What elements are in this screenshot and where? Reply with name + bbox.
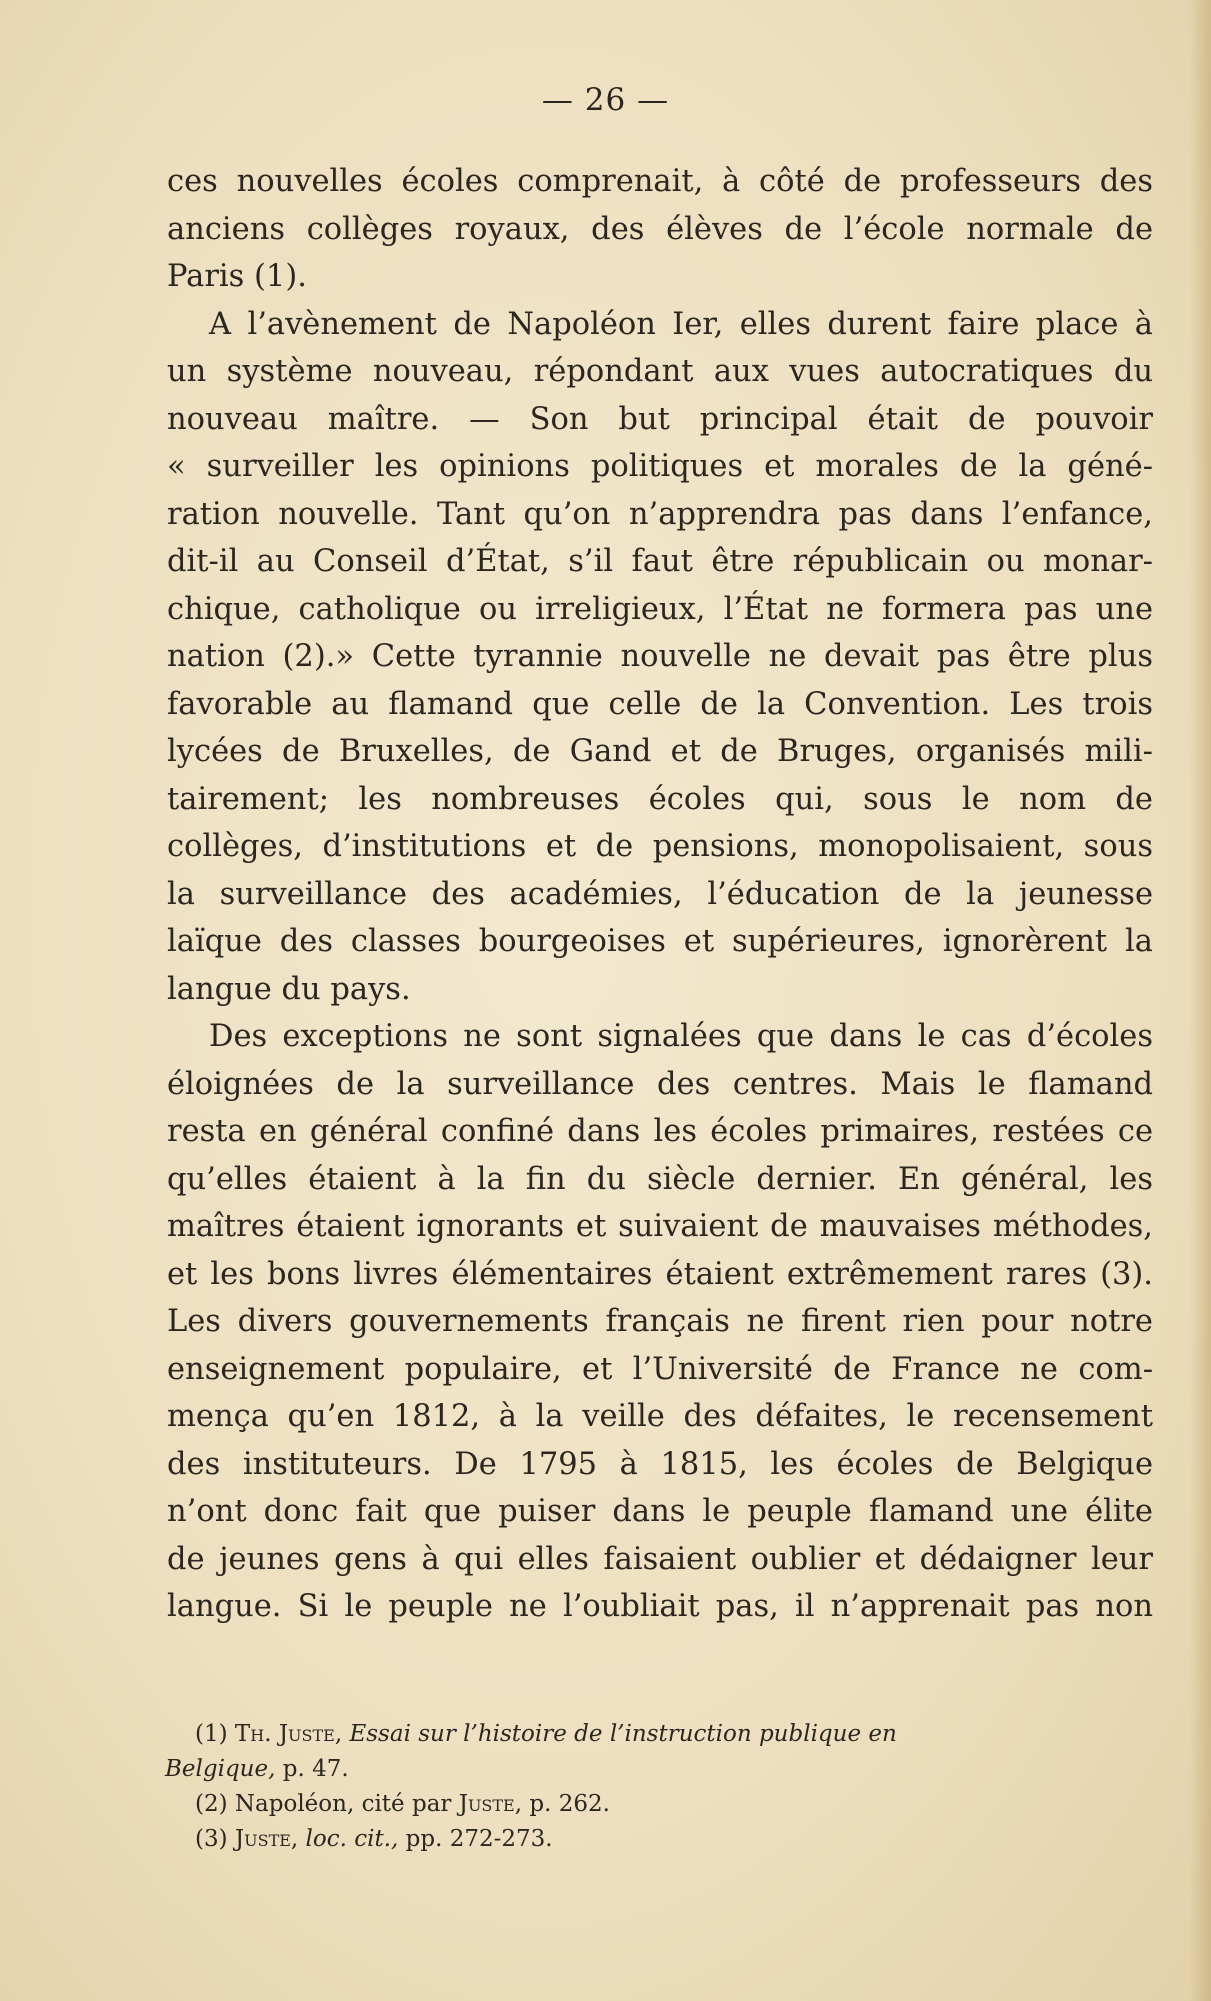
- footnote-1-title: Essai sur l’histoire de l’instruction publique en: [349, 1721, 897, 1747]
- body-line: n’ont donc fait que puiser dans le peuple flamand une élite: [167, 1494, 1153, 1529]
- page-number: — 26 —: [541, 82, 670, 118]
- body-line: A l’avènement de Napoléon Ier, elles durent faire place à: [209, 306, 1153, 342]
- page-edge-shadow: [1189, 0, 1211, 2001]
- body-line: lycées de Bruxelles, de Gand et de Bruges, organisés mili-: [167, 734, 1153, 769]
- footnote-2-marker: (2): [195, 1791, 228, 1817]
- body-line: langue du pays.: [167, 971, 411, 1007]
- footnote-1: [195, 1717, 1153, 1752]
- body-line: qu’elles étaient à la fin du siècle dernier. En général, les: [167, 1161, 1153, 1197]
- body-line: Les divers gouvernements français ne firent rien pour notre: [167, 1304, 1153, 1339]
- footnote-1-continuation: [165, 1752, 1153, 1787]
- body-line: nation (2).» Cette tyrannie nouvelle ne devait pas être plus: [167, 639, 1153, 674]
- body-line: enseignement populaire, et l’Université de France ne com-: [167, 1351, 1153, 1387]
- body-line: nouveau maître. — Son but principal était de pouvoir: [167, 401, 1153, 437]
- footnote-3-loc: loc. cit.,: [305, 1826, 399, 1852]
- footnote-2-author: Juste,: [458, 1791, 523, 1817]
- footnote-3-marker: (3): [195, 1826, 228, 1852]
- footnotes: [165, 1717, 1153, 1857]
- body-line: collèges, d’institutions et de pensions, monopolisaient, sous: [167, 829, 1153, 864]
- body-line: ces nouvelles écoles comprenait, à côté de professeurs des: [167, 164, 1153, 199]
- body-line: resta en général confiné dans les écoles primaires, restées ce: [167, 1114, 1153, 1149]
- body-line: des instituteurs. De 1795 à 1815, les écoles de Belgique: [167, 1446, 1153, 1482]
- body-line: langue. Si le peuple ne l’oubliait pas, il n’apprenait pas non: [167, 1589, 1153, 1624]
- body-line: maîtres étaient ignorants et suivaient de mauvaises méthodes,: [167, 1209, 1153, 1244]
- body-line: dit-il au Conseil d’État, s’il faut être républicain ou monar-: [167, 544, 1153, 579]
- footnote-1-author: Th. Juste,: [234, 1721, 343, 1747]
- body-line: chique, catholique ou irreligieux, l’État ne formera pas une: [167, 591, 1153, 627]
- footnote-2-page: p. 262.: [529, 1791, 610, 1817]
- body-text: [167, 158, 1153, 1631]
- footnote-1-marker: (1): [195, 1721, 228, 1747]
- body-line: tairement; les nombreuses écoles qui, sous le nom de: [167, 781, 1153, 817]
- body-line: la surveillance des académies, l’éducation de la jeunesse: [167, 876, 1153, 912]
- footnote-3-author: Juste,: [234, 1826, 299, 1852]
- body-line: mença qu’en 1812, à la veille des défaites, le recensement: [167, 1399, 1153, 1434]
- footnote-3: [195, 1822, 1153, 1857]
- footnote-2: [195, 1787, 1153, 1822]
- body-line: « surveiller les opinions politiques et morales de la géné-: [167, 449, 1153, 484]
- body-line: éloignées de la surveillance des centres. Mais le flamand: [167, 1066, 1153, 1102]
- body-line: un système nouveau, répondant aux vues autocratiques du: [167, 354, 1153, 389]
- body-line: Paris (1).: [167, 259, 307, 294]
- body-line: laïque des classes bourgeoises et supérieures, ignorèrent la: [167, 924, 1153, 959]
- footnote-3-page: pp. 272-273.: [405, 1826, 553, 1852]
- footnote-1-page: p. 47.: [282, 1756, 349, 1782]
- body-line: ration nouvelle. Tant qu’on n’apprendra pas dans l’enfance,: [167, 496, 1153, 532]
- body-line: de jeunes gens à qui elles faisaient oublier et dédaigner leur: [167, 1541, 1153, 1577]
- footnote-2-text: Napoléon, cité par: [234, 1791, 452, 1817]
- body-line: et les bons livres élémentaires étaient extrêmement rares (3).: [167, 1256, 1153, 1292]
- body-line: Des exceptions ne sont signalées que dans le cas d’écoles: [209, 1019, 1153, 1054]
- body-line: favorable au flamand que celle de la Convention. Les trois: [167, 686, 1153, 722]
- footnote-1-title-end: Belgique,: [165, 1756, 276, 1782]
- body-line: anciens collèges royaux, des élèves de l’école normale de: [167, 211, 1153, 247]
